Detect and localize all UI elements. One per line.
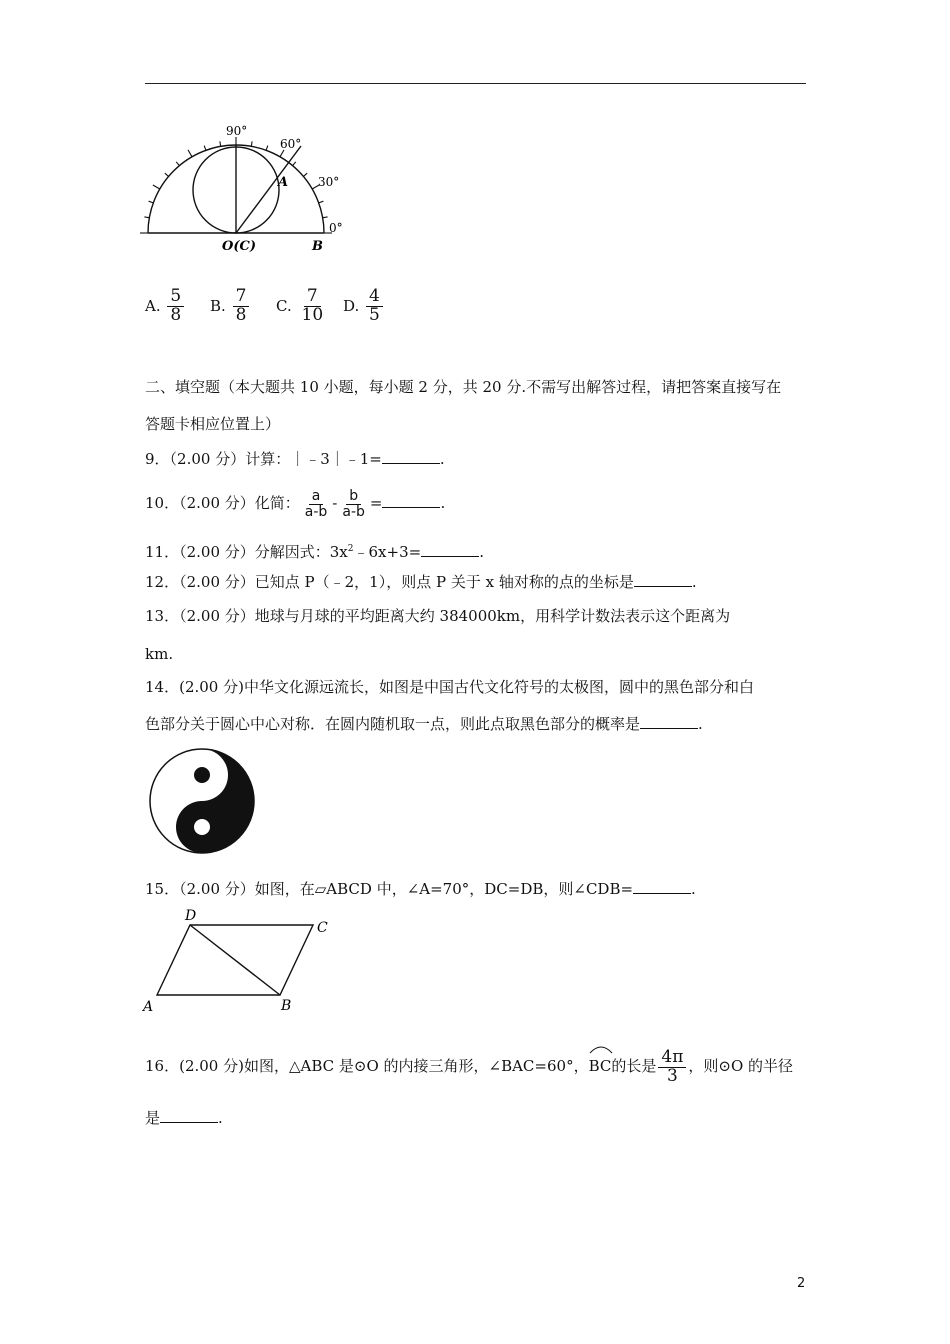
protractor-tick bbox=[266, 146, 268, 151]
question-15: 15．（2.00 分）如图，在▱ABCD 中，∠A=70°，DC=DB，则∠CDB= . bbox=[145, 880, 696, 898]
question-16-line1: 16．(2.00 分)如图，△ABC 是⊙O 的内接三角形，∠BAC=60°， BC的长是 $\frac{4\pi}{3}$ ，则⊙O 的半径 bbox=[145, 1046, 793, 1086]
protractor-tick bbox=[319, 201, 324, 203]
question-14-line2: 色部分关于圆心中心对称．在圆内随机取一点，则此点取黑色部分的概率是 . bbox=[145, 715, 703, 733]
question-13-line2: km. bbox=[145, 645, 174, 663]
page-number: 2 bbox=[797, 1276, 806, 1291]
label-O: O(C) bbox=[222, 239, 256, 254]
question-16-line2: 是 . bbox=[145, 1109, 223, 1127]
protractor-tick bbox=[220, 141, 221, 146]
arc-bc: BC bbox=[589, 1046, 612, 1086]
question-11: 11．（2.00 分）分解因式：$3x^2﹣6x+3=$ . bbox=[145, 543, 484, 561]
protractor-tick bbox=[149, 201, 154, 203]
question-14-line1: 14．(2.00 分)中华文化源远流长，如图是中国古代文化符号的太极图，圆中的黑色部分和白 bbox=[145, 678, 754, 696]
protractor-figure bbox=[140, 118, 360, 258]
parallelogram-figure bbox=[140, 903, 340, 1018]
section2-heading-line2: 答题卡相应位置上） bbox=[145, 415, 281, 433]
protractor-tick bbox=[303, 173, 307, 176]
header-rule bbox=[145, 83, 806, 84]
answer-blank bbox=[633, 879, 691, 894]
protractor-tick bbox=[293, 162, 296, 166]
option-c: C. $\frac{7}{10}$ bbox=[276, 286, 324, 325]
protractor-tick bbox=[165, 173, 169, 176]
label-D: D bbox=[185, 908, 197, 924]
answer-blank bbox=[634, 572, 692, 587]
section2-heading-line1: 二、填空题（本大题共 10 小题，每小题 2 分，共 20 分.不需写出解答过程，请把答案直接写在 bbox=[145, 378, 782, 396]
label-A: A bbox=[278, 175, 289, 190]
label-B: B bbox=[281, 998, 292, 1014]
option-b: B. $\frac{7}{8}$ bbox=[210, 288, 251, 325]
protractor-tick bbox=[153, 185, 160, 189]
option-a: A. $\frac{5}{8}$ bbox=[145, 288, 186, 325]
answer-blank bbox=[421, 542, 479, 557]
protractor-tick bbox=[176, 162, 179, 166]
option-d: D. $\frac{4}{5}$ bbox=[343, 288, 385, 325]
taiji-figure bbox=[147, 746, 257, 856]
answer-blank bbox=[640, 714, 698, 729]
label-90: 90° bbox=[226, 124, 248, 138]
arc-icon bbox=[589, 1044, 613, 1054]
question-9: 9．（2.00 分）计算：｜﹣3｜﹣1= . bbox=[145, 450, 445, 468]
question-13-line1: 13．（2.00 分）地球与月球的平均距离大约 384000km，用科学计数法表示这个距离为 bbox=[145, 607, 731, 625]
protractor-tick bbox=[188, 150, 192, 157]
protractor-tick bbox=[144, 217, 149, 218]
label-60: 60° bbox=[280, 137, 302, 151]
label-A: A bbox=[143, 999, 154, 1015]
question-12: 12．（2.00 分）已知点 P（﹣2，1），则点 P 关于 x 轴对称的点的坐标是 . bbox=[145, 573, 697, 591]
label-B: B bbox=[312, 239, 323, 254]
protractor-tick bbox=[323, 217, 328, 218]
label-C: C bbox=[317, 920, 328, 936]
label-0: 0° bbox=[329, 221, 343, 235]
protractor-tick bbox=[251, 141, 252, 146]
label-30: 30° bbox=[318, 175, 340, 189]
answer-blank bbox=[160, 1108, 218, 1123]
protractor-tick bbox=[204, 146, 206, 151]
answer-blank bbox=[382, 493, 440, 508]
answer-blank bbox=[382, 449, 440, 464]
question-10: 10．（2.00 分）化简： $\frac{a}{a-b}$ - $\frac{b}{a-b}$ = . bbox=[145, 487, 446, 520]
